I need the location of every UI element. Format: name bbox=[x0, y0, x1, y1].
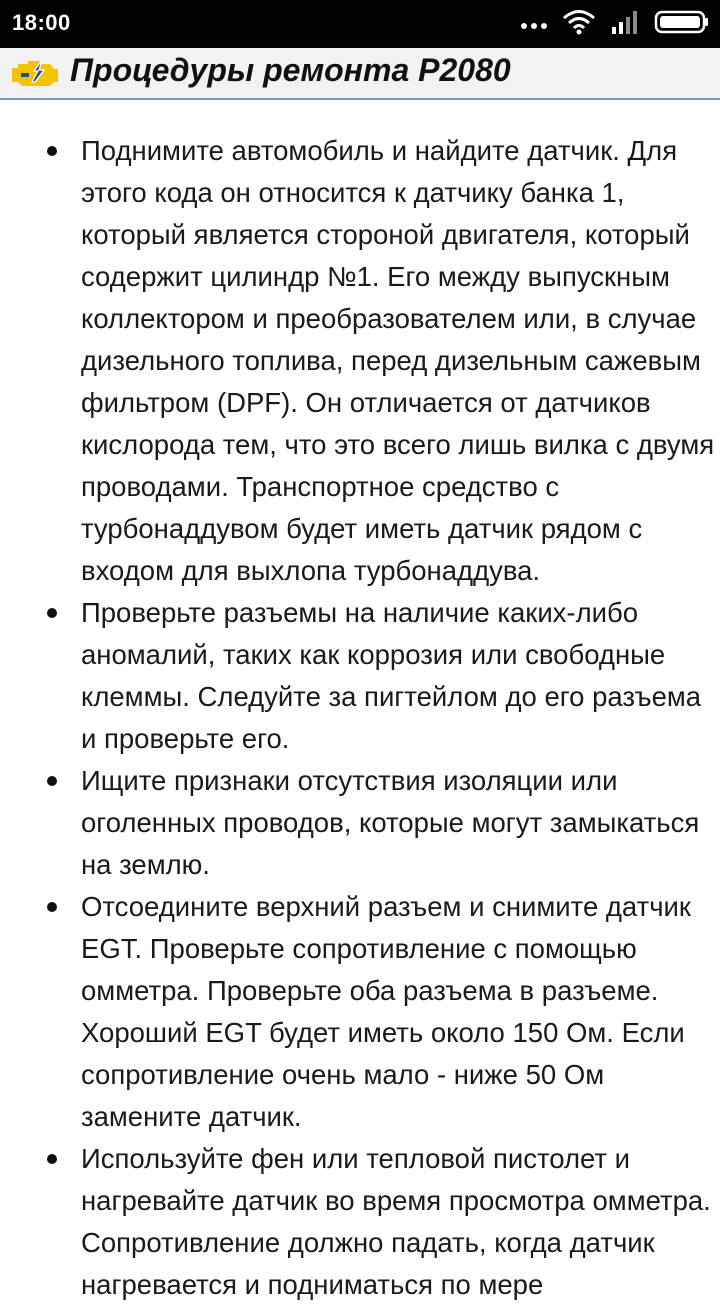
status-bar bbox=[0, 0, 720, 48]
list-item bbox=[0, 760, 720, 886]
procedure-content[interactable] bbox=[0, 100, 720, 1300]
check-engine-icon bbox=[8, 56, 62, 90]
list-item bbox=[0, 592, 720, 760]
list-item bbox=[0, 886, 720, 1138]
bullet-icon bbox=[47, 1154, 57, 1164]
page-title: Процедуры ремонта P2080 bbox=[70, 52, 511, 88]
list-item bbox=[0, 130, 720, 592]
list-item bbox=[0, 1138, 720, 1306]
dots-icon bbox=[520, 15, 548, 34]
app-header bbox=[0, 48, 720, 100]
procedure-list bbox=[0, 100, 720, 1306]
list-item-text: Ищите признаки отсутствия изоляции или оголенных проводов, которые могут замыкаться на землю. bbox=[81, 765, 700, 880]
wifi-icon bbox=[562, 9, 596, 39]
list-item-text: Отсоедините верхний разъем и снимите датчик EGT. Проверьте сопротивление с помощью омметра. Проверьте оба разъема в разъеме. Хороший EGT будет иметь около 150 Ом. Если сопротивление очень мало - ниже 50 Ом замените датчик. bbox=[81, 891, 691, 1132]
battery-icon bbox=[654, 10, 710, 38]
bullet-icon bbox=[47, 146, 57, 156]
list-item-text: Проверьте разъемы на наличие каких-либо аномалий, таких как коррозия или свободные клеммы. Следуйте за пигтейлом до его разъема и проверьте его. bbox=[81, 597, 702, 754]
list-item-text: Поднимите автомобиль и найдите датчик. Для этого кода он относится к датчику банка 1, который является стороной двигателя, который содержит цилиндр №1. Его между выпускным коллектором и преобразователем или, в случае дизельного топлива, перед дизельным сажевым фильтром (DPF). Он отличается от датчиков кислорода тем, что это всего лишь вилка с двумя проводами. Транспортное средство с турбонаддувом будет иметь датчик рядом с входом для выхлопа турбонаддува. bbox=[81, 135, 715, 586]
status-time: 18:00 bbox=[12, 10, 71, 35]
list-item-text: Используйте фен или тепловой пистолет и нагревайте датчик во время просмотра омметра. Сопротивление должно падать, когда датчик нагревается и подниматься по мере bbox=[81, 1143, 711, 1300]
bullet-icon bbox=[47, 902, 57, 912]
status-icons bbox=[506, 10, 710, 38]
bullet-icon bbox=[47, 608, 57, 618]
bullet-icon bbox=[47, 776, 57, 786]
signal-icon bbox=[610, 9, 640, 39]
